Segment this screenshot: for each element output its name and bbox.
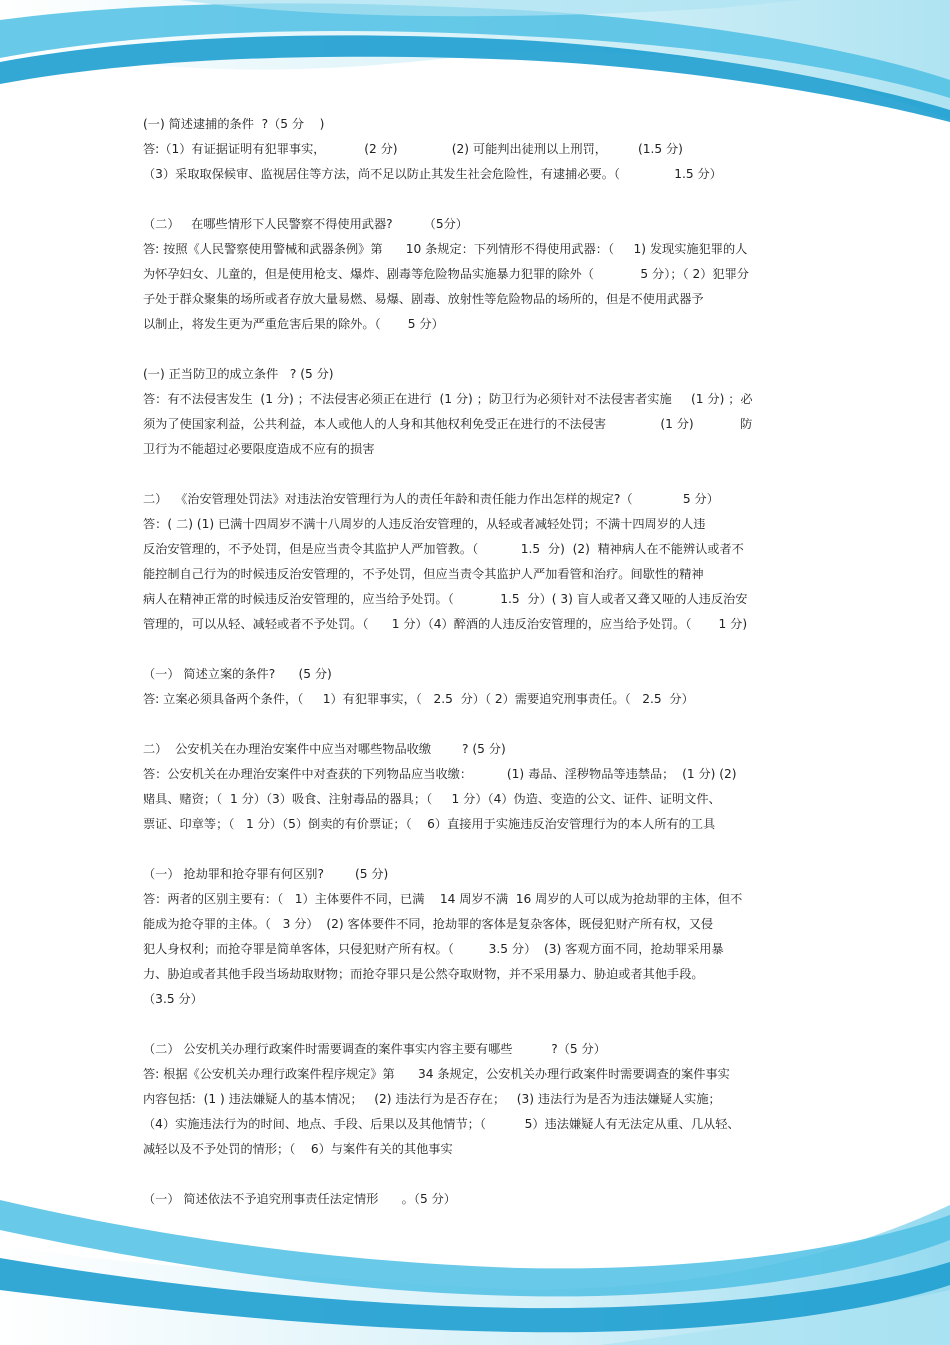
answer-line: 力、胁迫或者其他手段当场劫取财物；而抢夺罪只是公然夺取财物，并不采用暴力、胁迫或者其他手段。 (143, 967, 704, 981)
question: (一) 简述逮捕的条件 ?（5 分 ) (143, 117, 325, 131)
answer-line: 答: 按照《人民警察使用警械和武器条例》第 10 条规定：下列情形不得使用武器：（ 1) 发现实施犯罪的人 (143, 242, 748, 256)
qa-block (143, 662, 811, 712)
answer-line: 病人在精神正常的时候违反治安管理的，应当给予处罚。（ 1.5 分）( 3) 盲人或者又聋又哑的人违反治安 (143, 592, 748, 606)
answer-line: 以制止，将发生更为严重危害后果的除外。（ 5 分） (143, 317, 444, 331)
answer-line: 能控制自己行为的时候违反治安管理的，不予处罚，但应当责令其监护人严加看管和治疗。间歇性的精神 (143, 567, 704, 581)
top-wave (0, 0, 950, 122)
answer-line: （3）采取取保候审、监视居住等方法，尚不足以防止其发生社会危险性，有逮捕必要。（ 1.5 分） (143, 167, 722, 181)
answer-line: 管理的，可以从轻、减轻或者不予处罚。（ 1 分）（4）醉酒的人违反治安管理的，应当给予处罚。（ 1 分) (143, 617, 748, 631)
question: （二） 在哪些情形下人民警察不得使用武器? （5分） (143, 217, 468, 231)
question: （一） 简述立案的条件? (5 分) (143, 667, 332, 681)
qa-block (143, 212, 811, 337)
question: (一) 正当防卫的成立条件 ? (5 分) (143, 367, 334, 381)
answer-line: 答：两者的区别主要有：（ 1）主体要件不同，已满 14 周岁不满 16 周岁的人可以成为抢劫罪的主体，但不 (143, 892, 743, 906)
answer-line: 须为了使国家利益，公共利益，本人或他人的人身和其他权利免受正在进行的不法侵害 (1 分) 防 (143, 417, 753, 431)
answer-line: 子处于群众聚集的场所或者存放大量易燃、易爆、剧毒、放射性等危险物品的场所的，但是不使用武器予 (143, 292, 704, 306)
qa-block (143, 1187, 811, 1212)
answer-line: 能成为抢夺罪的主体。（ 3 分） (2) 客体要件不同，抢劫罪的客体是复杂客体，既侵犯财产所有权，又侵 (143, 917, 714, 931)
answer-line: 答: 立案必须具备两个条件，（ 1）有犯罪事实，（ 2.5 分）（ 2）需要追究刑事责任。（ 2.5 分） (143, 692, 694, 706)
answer-line: 卫行为不能超过必要限度造成不应有的损害 (143, 442, 375, 456)
answer-line: 内容包括: (1 ) 违法嫌疑人的基本情况； (2) 违法行为是否存在； (3) 违法行为是否为违法嫌疑人实施； (143, 1092, 721, 1106)
qa-block (143, 1037, 811, 1162)
qa-block (143, 487, 811, 637)
answer-line: 为怀孕妇女、儿童的，但是使用枪支、爆炸、剧毒等危险物品实施暴力犯罪的除外（ 5 分）；（ 2）犯罪分 (143, 267, 749, 281)
question: （二） 公安机关办理行政案件时需要调查的案件事实内容主要有哪些 ?（5 分） (143, 1042, 606, 1056)
question: （一） 简述依法不予追究刑事责任法定情形 。（5 分） (143, 1192, 456, 1206)
answer-line: 答：公安机关在办理治安案件中对查获的下列物品应当收缴： (1) 毒品、淫秽物品等违禁品； (1 分) (2) (143, 767, 737, 781)
answer-line: 答：( 二) (1) 已满十四周岁不满十八周岁的人违反治安管理的，从轻或者减轻处罚；不满十四周岁的人违 (143, 517, 706, 531)
answer-line: 答:（1）有证据证明有犯罪事实， (2 分) (2) 可能判出徒刑以上刑罚， (1.5 分) (143, 142, 683, 156)
answer-line: 赌具、赌资；（ 1 分）（3）吸食、注射毒品的器具；（ 1 分）（4）伪造、变造的公文、证件、证明文件、 (143, 792, 721, 806)
answer-line: （3.5 分） (143, 992, 203, 1006)
answer-line: （4）实施违法行为的时间、地点、手段、后果以及其他情节；（ 5）违法嫌疑人有无法定从重、几从轻、 (143, 1117, 740, 1131)
qa-block (143, 362, 811, 462)
question: 二） 《治安管理处罚法》对违法治安管理行为人的责任年龄和责任能力作出怎样的规定?（ 5 分） (143, 492, 719, 506)
answer-line: 犯人身权利；而抢夺罪是简单客体，只侵犯财产所有权。（ 3.5 分） (3) 客观方面不同，抢劫罪采用暴 (143, 942, 724, 956)
qa-content (143, 112, 811, 1237)
question: （一） 抢劫罪和抢夺罪有何区别? (5 分) (143, 867, 389, 881)
qa-block (143, 862, 811, 1012)
answer-line: 减轻以及不予处罚的情形；（ 6）与案件有关的其他事实 (143, 1142, 453, 1156)
question: 二） 公安机关在办理治安案件中应当对哪些物品收缴 ? (5 分) (143, 742, 506, 756)
qa-block (143, 737, 811, 837)
answer-line: 答：有不法侵害发生 (1 分) ；不法侵害必须正在进行 (1 分) ；防卫行为必须针对不法侵害者实施 (1 分) ；必 (143, 392, 753, 406)
answer-line: 反治安管理的，不予处罚，但是应当责令其监护人严加管教。（ 1.5 分) (2) 精神病人在不能辨认或者不 (143, 542, 744, 556)
answer-line: 答: 根据《公安机关办理行政案件程序规定》第 34 条规定，公安机关办理行政案件时需要调查的案件事实 (143, 1067, 730, 1081)
qa-block (143, 112, 811, 187)
answer-line: 票证、印章等；（ 1 分）（5）倒卖的有价票证；（ 6）直接用于实施违反治安管理行为的本人所有的工具 (143, 817, 716, 831)
